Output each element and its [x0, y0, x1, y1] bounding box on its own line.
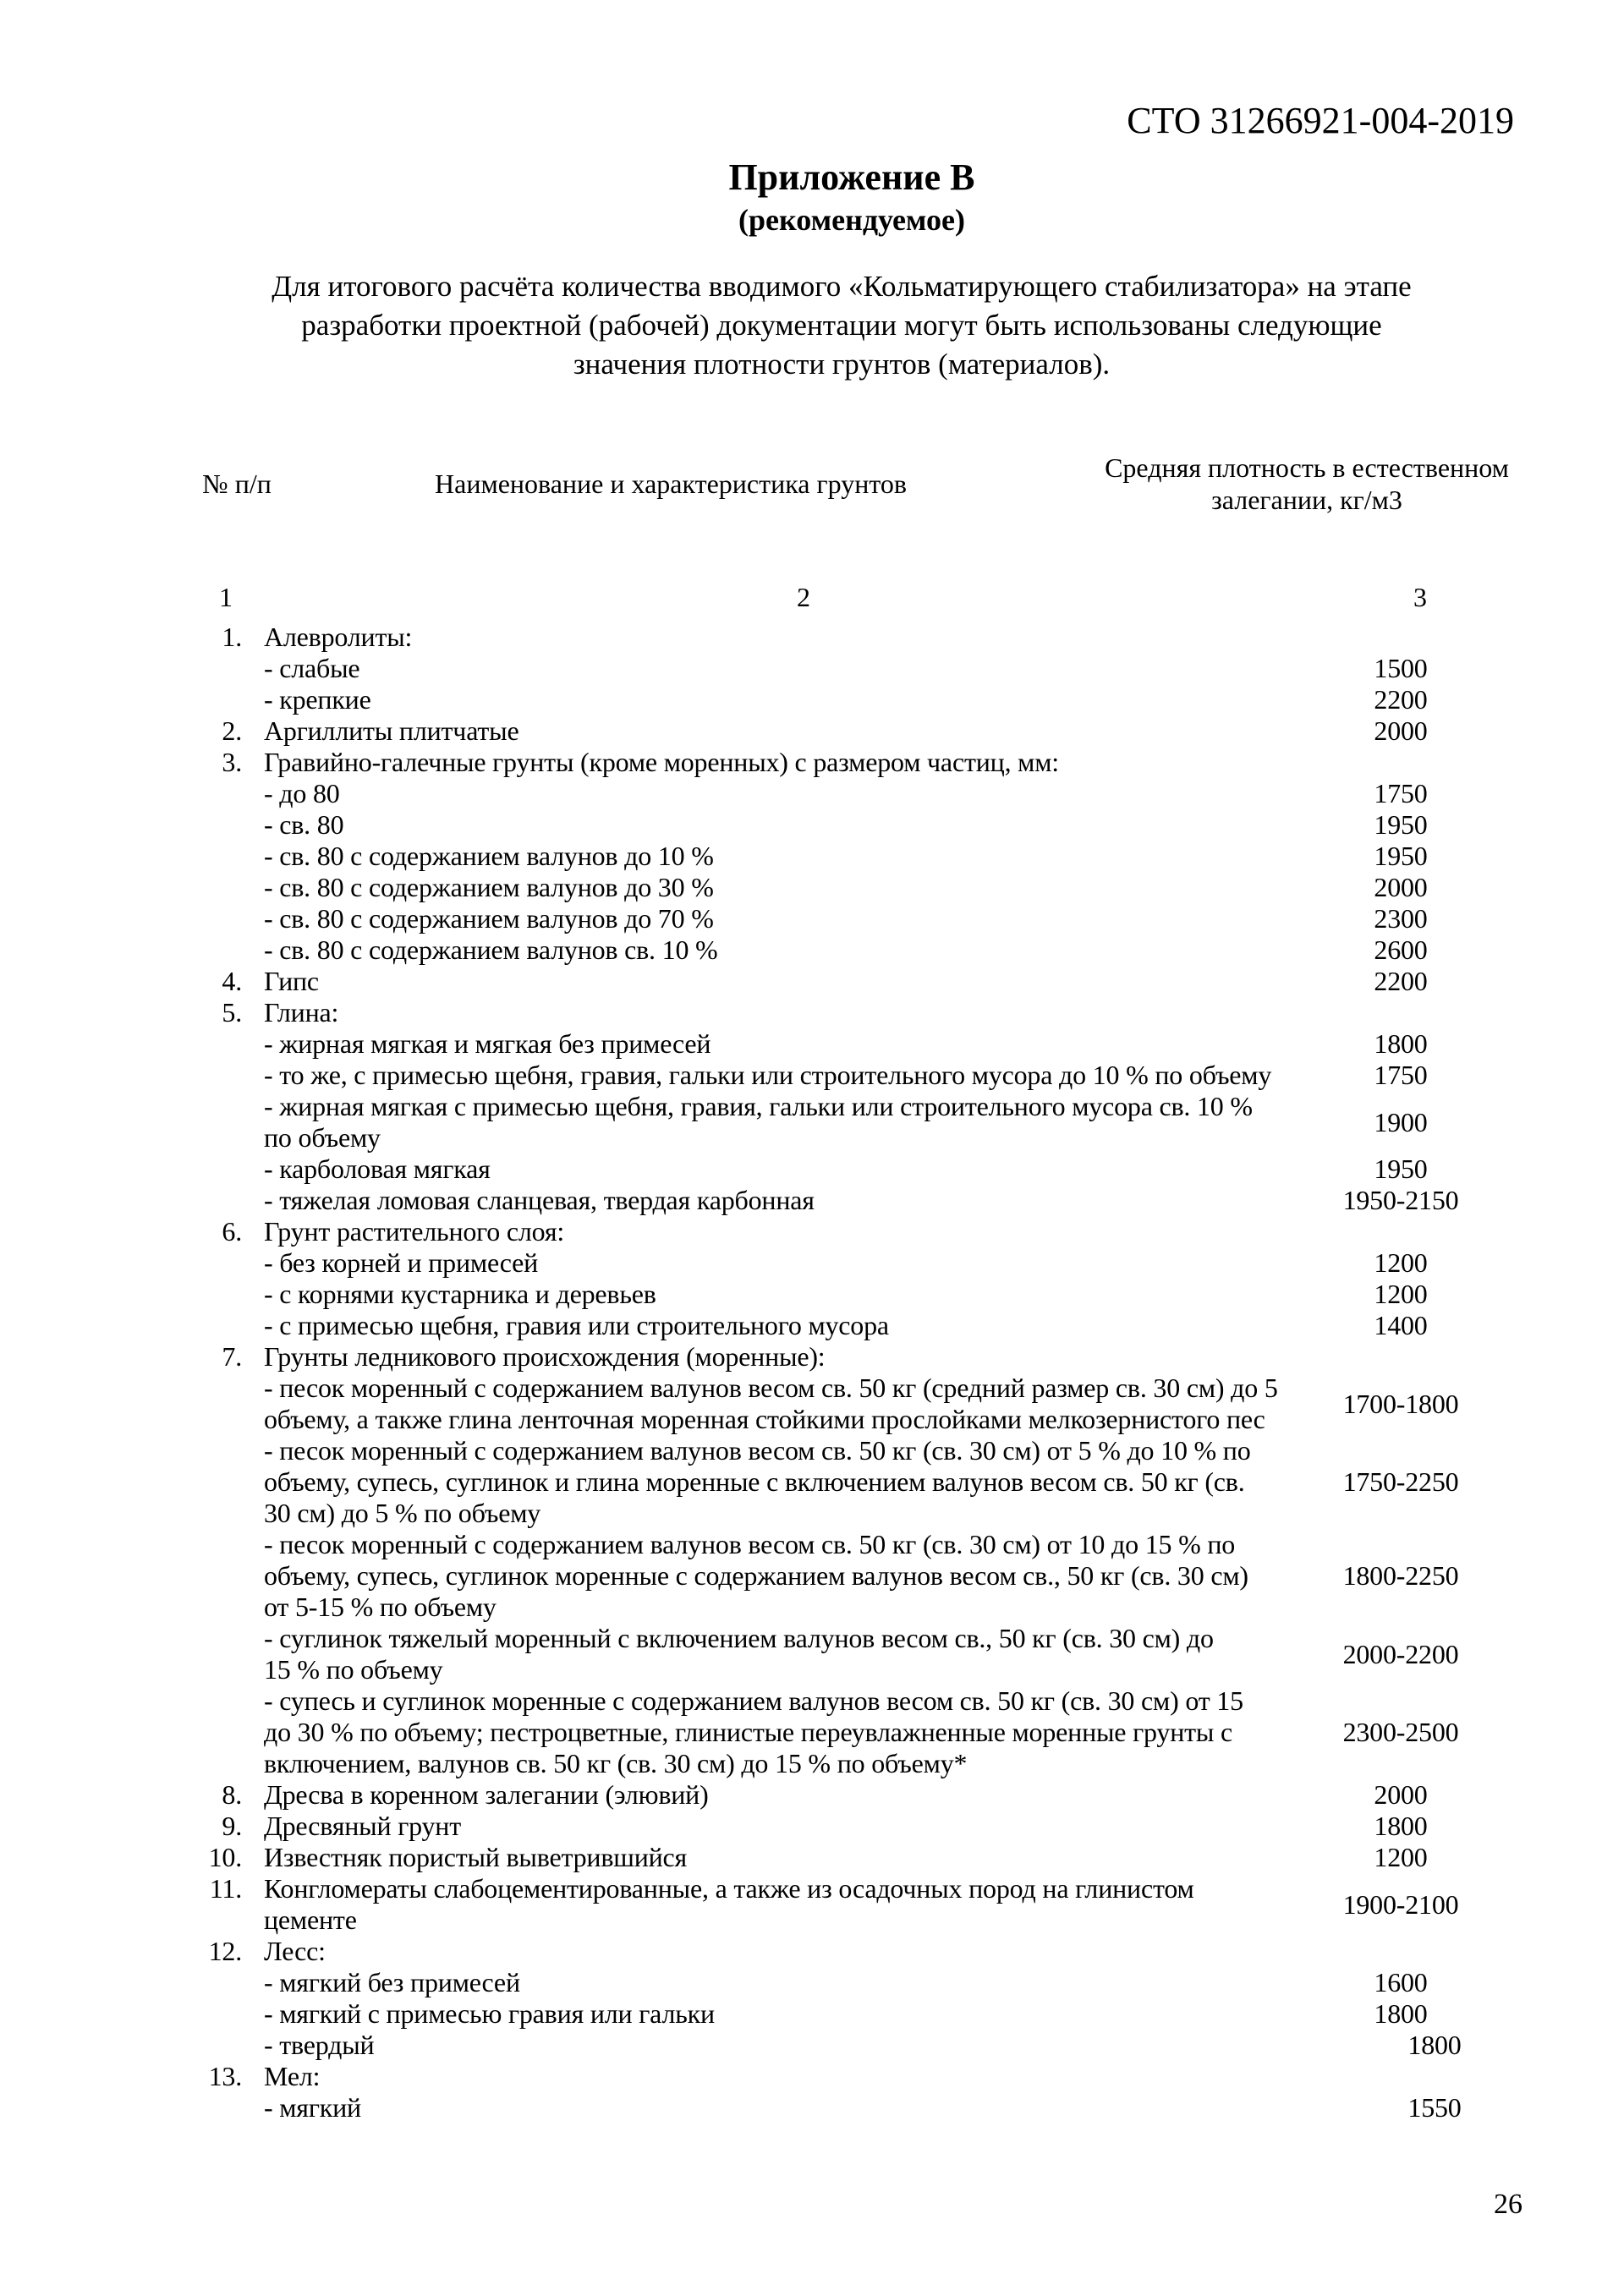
- page-number: 26: [1494, 2189, 1522, 2220]
- row-text-line: - св. 80 с содержанием валунов до 30 %: [264, 872, 714, 902]
- row-number: [203, 1185, 242, 1216]
- row-text-line: - св. 80: [264, 809, 344, 840]
- row-value: 1750: [1374, 1060, 1428, 1090]
- row-text: [264, 1373, 1327, 1435]
- row-text-line: - с корнями кустарника и деревьев: [264, 1279, 656, 1309]
- row-value: 2000-2200: [1342, 1638, 1459, 1669]
- table-row: [203, 778, 1484, 809]
- table-body: [203, 622, 1484, 2123]
- table-row: [203, 1779, 1484, 1811]
- row-text: [264, 715, 1327, 747]
- row-number: [203, 841, 242, 872]
- row-value: 2000: [1374, 872, 1428, 902]
- row-text-line: - песок моренный с содержанием валунов весом св. 50 кг (св. 30 см) от 10 до 15 % по: [264, 1529, 1236, 1559]
- row-number: 10.: [208, 1842, 242, 1872]
- table-row: [203, 1685, 1484, 1779]
- row-text-line: - мягкий с примесью гравия или гальки: [264, 1998, 715, 2029]
- table-row: [203, 715, 1484, 747]
- row-text-line: Аргиллиты плитчатые: [264, 715, 519, 746]
- row-text: [264, 1811, 1327, 1842]
- row-number: [203, 1435, 242, 1529]
- table-row: [203, 809, 1484, 841]
- intro-line-3: значения плотности грунтов (материалов).: [573, 348, 1111, 381]
- row-text-line: Гравийно-галечные грунты (кроме моренных) с размером частиц, мм:: [264, 747, 1059, 777]
- row-number: [203, 1091, 242, 1153]
- row-text: [264, 1623, 1327, 1685]
- row-text-line: - с примесью щебня, гравия или строительного мусора: [264, 1310, 889, 1340]
- row-text: [264, 778, 1327, 809]
- row-text-line: Гипс: [264, 966, 319, 996]
- row-value: 2300: [1374, 903, 1428, 934]
- row-text-line: - мягкий: [264, 2092, 361, 2123]
- table-row: [203, 1153, 1484, 1185]
- row-text-line: - супесь и суглинок моренные с содержанием валунов весом св. 50 кг (св. 30 см) от 15: [264, 1685, 1243, 1716]
- row-text: [264, 1060, 1327, 1091]
- row-number: [203, 1028, 242, 1060]
- row-value: 1750: [1374, 778, 1428, 808]
- row-text: [264, 1873, 1327, 1936]
- row-number: 6.: [222, 1216, 242, 1247]
- row-text-line: - карболовая мягкая: [264, 1153, 491, 1184]
- table-row: [203, 1216, 1484, 1247]
- row-text: [264, 2061, 1327, 2092]
- row-number: [203, 872, 242, 903]
- row-number: 4.: [222, 966, 242, 996]
- row-value: 1900-2100: [1342, 1888, 1459, 1920]
- row-value: 1800: [1374, 1028, 1428, 1059]
- table-row: [203, 622, 1484, 653]
- row-number: [203, 1685, 242, 1779]
- row-text: [264, 1091, 1327, 1153]
- table-row: [203, 1435, 1484, 1529]
- table-row: [203, 903, 1484, 934]
- row-number: [203, 809, 242, 841]
- row-text-line: Мел:: [264, 2061, 321, 2091]
- row-text: [264, 684, 1327, 715]
- row-text-line: - жирная мягкая и мягкая без примесей: [264, 1028, 711, 1059]
- row-value: 1800: [1407, 2030, 1462, 2060]
- row-number: 9.: [222, 1811, 242, 1841]
- row-value: 1950: [1374, 1153, 1428, 1184]
- row-text-line: включением, валунов св. 50 кг (св. 30 см) до 15 % по объему*: [264, 1748, 968, 1778]
- row-text: [264, 1341, 1327, 1373]
- row-text: [264, 1216, 1327, 1247]
- row-text: [264, 1279, 1327, 1310]
- row-text: [264, 809, 1327, 841]
- row-value: 1700-1800: [1342, 1388, 1459, 1419]
- row-text-line: - суглинок тяжелый моренный с включением валунов весом св., 50 кг (св. 30 см) до: [264, 1623, 1214, 1653]
- row-value: 2600: [1374, 934, 1428, 965]
- row-number: [203, 778, 242, 809]
- row-text-line: - без корней и примесей: [264, 1247, 539, 1278]
- row-number: [203, 2092, 242, 2123]
- row-text-line: 15 % по объему: [264, 1654, 443, 1685]
- row-text-line: - тяжелая ломовая сланцевая, твердая карбонная: [264, 1185, 815, 1215]
- row-number: [203, 2030, 242, 2061]
- table-row: [203, 1185, 1484, 1216]
- row-text: [264, 997, 1327, 1028]
- row-text-line: - то же, с примесью щебня, гравия, гальки или строительного мусора до 10 % по объему: [264, 1060, 1272, 1090]
- row-text: [264, 747, 1327, 778]
- row-number: 3.: [222, 747, 242, 777]
- column-header-density-line-1: Средняя плотность в естественном: [1105, 452, 1509, 483]
- table-row: [203, 934, 1484, 966]
- row-value: 2200: [1374, 684, 1428, 715]
- row-text-line: Конгломераты слабоцементированные, а также из осадочных пород на глинистом: [264, 1873, 1194, 1904]
- row-number: [203, 1153, 242, 1185]
- column-index-3: 3: [1413, 582, 1427, 612]
- column-header-density: [1095, 452, 1518, 516]
- table-row: [203, 1623, 1484, 1685]
- table-row: [203, 1310, 1484, 1341]
- row-text: [264, 1310, 1327, 1341]
- row-number: [203, 1529, 242, 1623]
- row-number: [203, 653, 242, 684]
- row-text-line: - св. 80 с содержанием валунов до 10 %: [264, 841, 714, 871]
- row-text: [264, 841, 1327, 872]
- intro-line-1: Для итогового расчёта количества вводимого «Кольматирующего стабилизатора» на этапе: [272, 270, 1412, 303]
- row-text: [264, 1779, 1327, 1811]
- row-text: [264, 1185, 1327, 1216]
- row-text: [264, 1028, 1327, 1060]
- row-text-line: - мягкий без примесей: [264, 1967, 520, 1997]
- row-text-line: объему, супесь, суглинок моренные с содержанием валунов весом св., 50 кг (св. 30 см): [264, 1560, 1248, 1591]
- table-row: [203, 1341, 1484, 1373]
- row-number: [203, 1623, 242, 1685]
- row-text-line: Глина:: [264, 997, 339, 1027]
- row-text-line: - крепкие: [264, 684, 371, 715]
- row-text: [264, 1435, 1327, 1529]
- row-text-line: Известняк пористый выветрившийся: [264, 1842, 688, 1872]
- row-number: [203, 1998, 242, 2030]
- table-row: [203, 1998, 1484, 2030]
- row-value: 1800: [1374, 1998, 1428, 2029]
- row-text: [264, 2092, 1327, 2123]
- row-number: [203, 934, 242, 966]
- row-value: 1400: [1374, 1310, 1428, 1340]
- appendix-subtitle: (рекомендуемое): [738, 203, 965, 237]
- row-number: 12.: [208, 1936, 242, 1966]
- row-text: [264, 903, 1327, 934]
- table-row: [203, 997, 1484, 1028]
- row-text-line: цементе: [264, 1904, 357, 1935]
- row-number: [203, 1279, 242, 1310]
- row-text-line: - слабые: [264, 653, 360, 683]
- row-number: [203, 1310, 242, 1341]
- column-index-2: 2: [797, 582, 810, 612]
- row-text: [264, 1936, 1327, 1967]
- row-text: [264, 966, 1327, 997]
- row-text-line: - до 80: [264, 778, 340, 808]
- table-row: [203, 841, 1484, 872]
- row-value: 1950-2150: [1342, 1185, 1459, 1215]
- table-row: [203, 684, 1484, 715]
- row-text: [264, 1998, 1327, 2030]
- table-row: [203, 1936, 1484, 1967]
- row-text-line: - песок моренный с содержанием валунов весом св. 50 кг (средний размер св. 30 см) до 5: [264, 1373, 1278, 1403]
- row-text-line: Грунты ледникового происхождения (моренные):: [264, 1341, 826, 1372]
- table-row: [203, 1967, 1484, 1998]
- row-value: 1900: [1374, 1106, 1428, 1137]
- row-text-line: объему, супесь, суглинок и глина моренные с включением валунов весом св. 50 кг (св.: [264, 1466, 1245, 1497]
- row-text-line: до 30 % по объему; пестроцветные, глинистые переувлажненные моренные грунты с: [264, 1717, 1233, 1747]
- row-text: [264, 1842, 1327, 1873]
- row-value: 1800: [1374, 1811, 1428, 1841]
- row-value: 1750-2250: [1342, 1466, 1459, 1497]
- column-header-density-line-2: залегании, кг/м3: [1211, 485, 1402, 515]
- row-text: [264, 1685, 1327, 1779]
- row-number: 5.: [222, 997, 242, 1027]
- row-text-line: - песок моренный с содержанием валунов весом св. 50 кг (св. 30 см) от 5 % до 10 % по: [264, 1435, 1251, 1466]
- row-text-line: - твердый: [264, 2030, 375, 2060]
- row-value: 2000: [1374, 1779, 1428, 1810]
- table-row: [203, 1091, 1484, 1153]
- table-row: [203, 2061, 1484, 2092]
- row-value: 1950: [1374, 809, 1428, 840]
- table-row: [203, 1529, 1484, 1623]
- row-number: [203, 1967, 242, 1998]
- table-row: [203, 1873, 1484, 1936]
- row-text: [264, 872, 1327, 903]
- row-text-line: Дресва в коренном залегании (элювий): [264, 1779, 709, 1810]
- row-value: 1200: [1374, 1279, 1428, 1309]
- row-number: 1.: [222, 622, 242, 652]
- table-row: [203, 747, 1484, 778]
- row-text: [264, 653, 1327, 684]
- row-value: 2200: [1374, 966, 1428, 996]
- row-number: [203, 1247, 242, 1279]
- row-number: [203, 684, 242, 715]
- row-text-line: объему, а также глина ленточная моренная стойкими прослойками мелкозернистого пес: [264, 1404, 1265, 1434]
- row-number: 8.: [222, 1779, 242, 1810]
- row-text: [264, 1247, 1327, 1279]
- row-number: 2.: [222, 715, 242, 746]
- table-row: [203, 653, 1484, 684]
- row-number: 7.: [222, 1341, 242, 1372]
- table-row: [203, 1842, 1484, 1873]
- row-text-line: Дресвяный грунт: [264, 1811, 462, 1841]
- row-number: 13.: [208, 2061, 242, 2091]
- row-text: [264, 1153, 1327, 1185]
- row-text-line: - жирная мягкая с примесью щебня, гравия, гальки или строительного мусора св. 10 %: [264, 1091, 1253, 1121]
- row-value: 2300-2500: [1342, 1717, 1459, 1747]
- table-row: [203, 2030, 1484, 2061]
- row-text-line: Грунт растительного слоя:: [264, 1216, 565, 1247]
- row-text-line: - св. 80 с содержанием валунов до 70 %: [264, 903, 714, 934]
- row-value: 1950: [1374, 841, 1428, 871]
- table-row: [203, 1279, 1484, 1310]
- table-row: [203, 966, 1484, 997]
- row-value: 1200: [1374, 1247, 1428, 1278]
- row-text: [264, 2030, 1327, 2061]
- row-value: 1500: [1374, 653, 1428, 683]
- table-row: [203, 2092, 1484, 2123]
- column-header-name: Наименование и характеристика грунтов: [435, 469, 907, 499]
- row-number: [203, 1373, 242, 1435]
- column-header-num: № п/п: [202, 469, 272, 499]
- row-number: [203, 903, 242, 934]
- row-number: 11.: [209, 1873, 242, 1904]
- table-row: [203, 1811, 1484, 1842]
- row-text: [264, 934, 1327, 966]
- appendix-title: Приложение В: [728, 156, 975, 198]
- row-text-line: от 5-15 % по объему: [264, 1592, 497, 1622]
- row-text: [264, 1529, 1327, 1623]
- table-row: [203, 872, 1484, 903]
- table-row: [203, 1247, 1484, 1279]
- intro-line-2: разработки проектной (рабочей) документации могут быть использованы следующие: [301, 309, 1382, 342]
- row-value: 1550: [1407, 2092, 1462, 2123]
- column-index-1: 1: [219, 582, 233, 612]
- intro-paragraph: [195, 267, 1489, 384]
- row-text-line: - св. 80 с содержанием валунов св. 10 %: [264, 934, 718, 965]
- row-value: 1600: [1374, 1967, 1428, 1997]
- row-text: [264, 622, 1327, 653]
- row-text-line: Лесс:: [264, 1936, 326, 1966]
- table-row: [203, 1373, 1484, 1435]
- row-text-line: Алевролиты:: [264, 622, 413, 652]
- table-row: [203, 1028, 1484, 1060]
- row-value: 2000: [1374, 715, 1428, 746]
- doc-code: СТО 31266921-004-2019: [1127, 100, 1514, 141]
- row-value: 1800-2250: [1342, 1560, 1459, 1591]
- row-text-line: 30 см) до 5 % по объему: [264, 1498, 541, 1528]
- row-text: [264, 1967, 1327, 1998]
- row-value: 1200: [1374, 1842, 1428, 1872]
- row-text-line: по объему: [264, 1122, 381, 1153]
- table-row: [203, 1060, 1484, 1091]
- row-number: [203, 1060, 242, 1091]
